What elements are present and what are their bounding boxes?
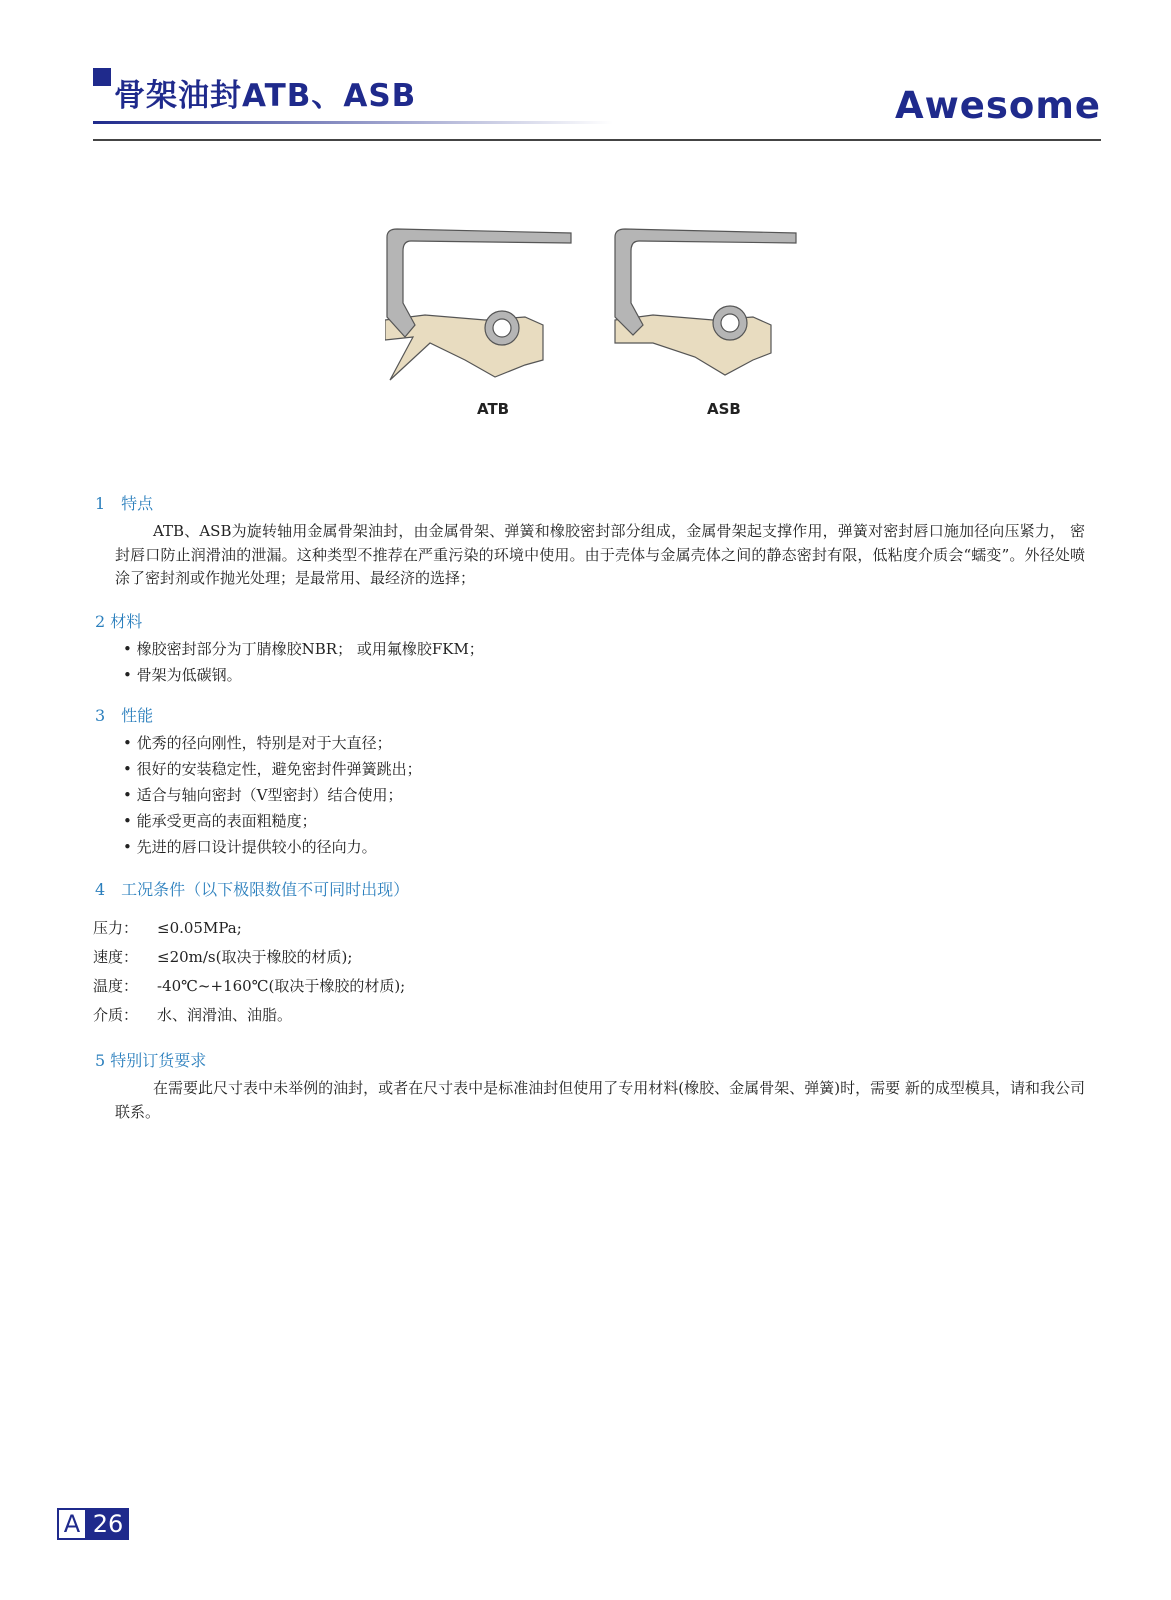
condition-label: 速度： <box>93 948 139 966</box>
list-item: • 适合与轴向密封（V型密封）结合使用； <box>123 782 1085 808</box>
condition-label: 介质： <box>93 1006 139 1024</box>
list-item: • 能承受更高的表面粗糙度； <box>123 808 1085 834</box>
ordering-paragraph: 在需要此尺寸表中未举例的油封，或者在尺寸表中是标准油封但使用了专用材料(橡胶、金属骨架、弹簧)时，需要 新的成型模具，请和我公司联系。 <box>115 1079 1085 1121</box>
section-title-performance: 3 性能 <box>95 706 154 725</box>
section-title-conditions: 4 工况条件（以下极限数值不可同时出现） <box>95 880 410 899</box>
condition-value: ≤0.05MPa; <box>157 919 242 937</box>
section-materials <box>95 612 1085 688</box>
condition-row-speed <box>93 943 1083 972</box>
header-divider <box>93 139 1101 141</box>
materials-list <box>123 636 1085 688</box>
section-performance <box>95 706 1085 860</box>
asb-spring-inner <box>721 314 739 332</box>
list-item: • 很好的安装稳定性，避免密封件弹簧跳出； <box>123 756 1085 782</box>
list-item: • 优秀的径向刚性，特别是对于大直径； <box>123 730 1085 756</box>
atb-seal-drawing <box>385 229 571 380</box>
atb-spring-inner <box>493 319 511 337</box>
conditions-table <box>93 914 1083 1030</box>
page-number-badge <box>57 1508 129 1540</box>
condition-row-temperature <box>93 972 1083 1001</box>
condition-row-medium <box>93 1001 1083 1030</box>
section-ordering <box>95 1051 1085 1124</box>
condition-row-pressure <box>93 914 1083 943</box>
list-item: • 骨架为低碳钢。 <box>123 662 1085 688</box>
section-title-ordering: 5 特别订货要求 <box>95 1051 207 1070</box>
list-item: • 橡胶密封部分为丁腈橡胶NBR； 或用氟橡胶FKM； <box>123 636 1085 662</box>
asb-seal-drawing <box>615 229 796 375</box>
title-underline <box>93 121 613 124</box>
section-title-features: 1 特点 <box>95 494 154 513</box>
section-conditions <box>95 880 1085 900</box>
section-features <box>95 494 1085 591</box>
condition-label: 温度： <box>93 977 139 995</box>
page-title: 骨架油封ATB、ASB <box>114 78 417 114</box>
condition-value: -40℃~+160℃(取决于橡胶的材质); <box>157 977 406 995</box>
condition-value: ≤20m/s(取决于橡胶的材质); <box>157 948 353 966</box>
page-section-letter: A <box>57 1508 87 1540</box>
section-title-materials: 2 材料 <box>95 612 143 631</box>
title-marker <box>93 68 111 86</box>
list-item: • 先进的唇口设计提供较小的径向力。 <box>123 834 1085 860</box>
figure-label-atb: ATB <box>477 400 510 418</box>
performance-list <box>123 730 1085 860</box>
condition-label: 压力： <box>93 919 139 937</box>
seal-cross-section-figure <box>385 225 825 425</box>
figure-label-asb: ASB <box>707 400 741 418</box>
brand-logo: Awesome <box>894 84 1101 127</box>
condition-value: 水、润滑油、油脂。 <box>157 1006 293 1024</box>
page-number: 26 <box>87 1508 129 1540</box>
features-paragraph: ATB、ASB为旋转轴用金属骨架油封，由金属骨架、弹簧和橡胶密封部分组成，金属骨架起支撑作用，弹簧对密封唇口施加径向压紧力， 密封唇口防止润滑油的泄漏。这种类型不推荐在严重污染的环境中使用。由于壳体与金属壳体之间的静态密封有限，低粘度介质会“蠕变”。外径处喷涂了密封剂或作抛光处理；是最常用、最经济的选择； <box>115 522 1085 587</box>
